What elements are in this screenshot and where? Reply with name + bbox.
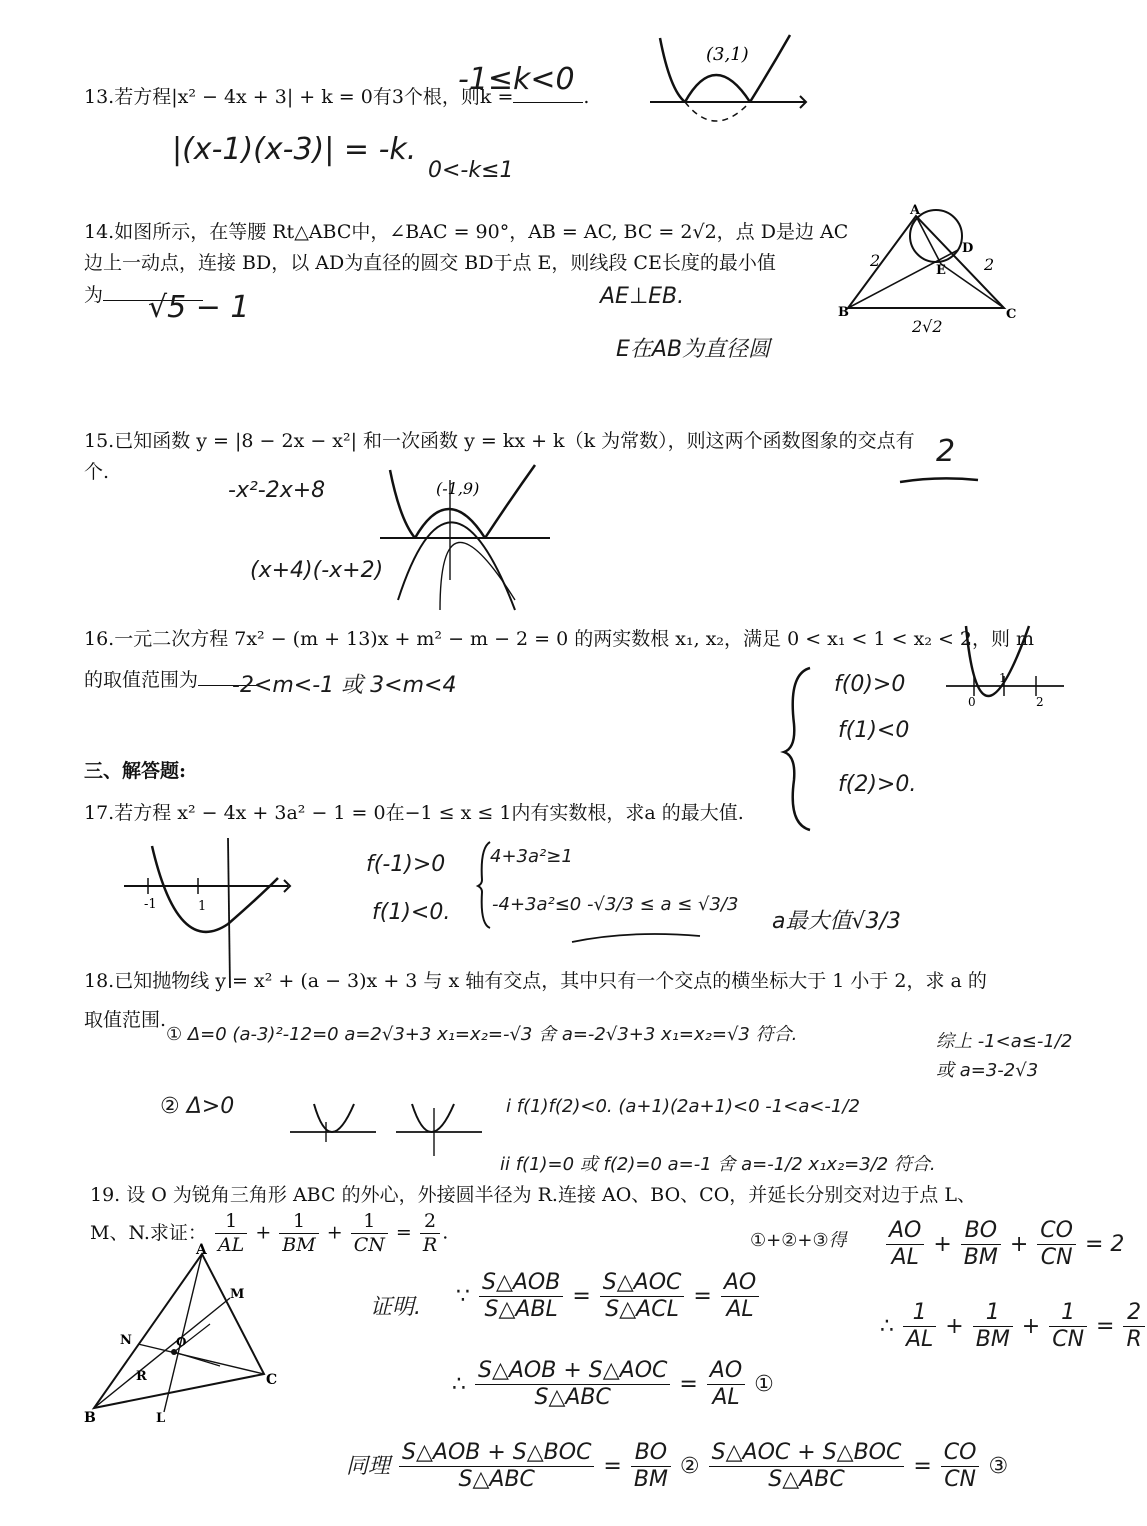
- q15-answer: 2: [936, 434, 956, 469]
- q16-answer: -2<m<-1 或 3<m<4: [232, 673, 457, 698]
- q15-work-1: -x²-2x+8: [228, 478, 326, 503]
- q15-line-1: 15.已知函数 y = |8 − 2x − x²| 和一次函数 y = kx + k（k 为常数），则这两个函数图象的交点有: [84, 430, 915, 452]
- q15-answer-underline: [898, 470, 998, 490]
- q19-frac-2: $\frac{1}{BM}$: [279, 1210, 318, 1257]
- q19-line-1: 19. 设 O 为锐角三角形 ABC 的外心，外接圆半径为 R.连接 AO、BO、CO，并延长分别交对边于点 L、: [90, 1184, 976, 1206]
- q15-sketch: [370, 460, 570, 620]
- q14-figure: [836, 200, 1036, 340]
- q19-therefore-2: ∴: [880, 1313, 894, 1339]
- q19-line-2-row: M、N.求证： $\frac{1}{AL}$ + $\frac{1}{BM}$ + $\frac{1}{CN}$ = $\frac{2}{R}$ .: [90, 1210, 449, 1256]
- q19-label-b: B: [84, 1410, 96, 1426]
- q15-work-2: (x+4)(-x+2): [250, 558, 384, 583]
- q18-line-1: 18.已知抛物线 y = x² + (a − 3)x + 3 与 x 轴有交点，其中只有一个交点的横坐标大于 1 小于 2，求 a 的: [84, 970, 987, 992]
- q17-work-1: f(-1)>0: [366, 852, 446, 877]
- q19-sum-eq: = 2: [1084, 1231, 1125, 1257]
- q18-conclusion: 综上 -1<a≤-1/2 或 a=3-2√3: [936, 1031, 1073, 1081]
- q18-line-2: 取值范围.: [84, 1009, 167, 1032]
- q14-line-1: 14.如图所示，在等腰 Rt△ABC中，∠BAC = 90°，AB = AC, BC = 2√2，点 D是边 AC: [84, 221, 849, 243]
- section-3-heading: 三、解答题:: [84, 760, 187, 782]
- q16-sketch: [944, 626, 1074, 746]
- q19-label-r: R: [136, 1369, 147, 1384]
- q19-sum-row: $\frac{AO}{AL}$ + $\frac{BO}{BM}$ + $\frac{CO}{CN}$ = 2: [884, 1218, 1124, 1272]
- q19-proof-step-1: ∵ $\frac{\text{S△AOB}}{\text{S△ABL}}$ = $\frac{\text{S△AOC}}{\text{S△ACL}}$ = $\frac{AO}{AL}$: [456, 1270, 761, 1324]
- q19-frac-3: $\frac{1}{CN}$: [351, 1210, 388, 1257]
- q13-vertex-label: (3,1): [706, 44, 749, 65]
- q19-same: 同理: [346, 1453, 391, 1479]
- q13-text: 13.若方程|x² − 4x + 3| + k = 0有3个根，则k = .: [84, 86, 590, 108]
- q19-proof-label: 证明.: [370, 1295, 421, 1320]
- q19-figure: [80, 1242, 290, 1426]
- q19-label-n: N: [120, 1333, 132, 1348]
- q16-sys-1: f(0)>0: [834, 672, 906, 697]
- q14-label-b: B: [838, 305, 849, 320]
- q19-label-a: A: [196, 1242, 207, 1258]
- q14-work-1: AE⊥EB.: [600, 284, 685, 309]
- q19-label-o: O: [176, 1335, 187, 1349]
- q19-final-row: ∴ $\frac{1}{AL}$ + $\frac{1}{BM}$ + $\frac{1}{CN}$ = $\frac{2}{R}$: [880, 1300, 1147, 1354]
- q16-tick-1: 1: [999, 671, 1007, 685]
- q14-work-2: E在AB为直径圆: [616, 337, 771, 362]
- q16-brace: [780, 664, 820, 834]
- q15-vertex-label: (-1,9): [436, 479, 480, 498]
- q16-tick-0: 0: [968, 695, 976, 709]
- q16-line-2: 的取值范围为: [84, 669, 199, 692]
- q19-frac-1: $\frac{1}{AL}$: [215, 1210, 247, 1257]
- q14-line-3: 为: [84, 283, 104, 306]
- q17-tick-1: 1: [198, 899, 207, 914]
- q18-case-2b: ii f(1)=0 或 f(2)=0 a=-1 舍 a=-1/2 x₁x₂=3/2 符合.: [500, 1154, 936, 1175]
- q18-case-2: ② Δ>0: [160, 1094, 235, 1119]
- q19-work-note: ①+②+③得: [750, 1230, 847, 1251]
- q16-line-1: 16.一元二次方程 7x² − (m + 13)x + m² − m − 2 = 0 的两实数根 x₁, x₂，满足 0 < x₁ < 1 < x₂ < 2，则 m: [84, 628, 1035, 650]
- q19-label-m: M: [230, 1287, 245, 1302]
- q17-work-2: f(1)<0.: [372, 900, 451, 925]
- q19-label-l: L: [156, 1411, 166, 1426]
- q13-work-2: 0<-k≤1: [428, 158, 514, 183]
- q19-because: ∵: [456, 1283, 470, 1309]
- q19-label-c: C: [266, 1372, 278, 1388]
- q19-therefore-1: ∴: [452, 1371, 466, 1397]
- q16-tick-2: 2: [1036, 695, 1044, 709]
- q19-proof-step-3: 同理 $\frac{\text{S△AOB + S△BOC}}{\text{S△ABC}}$ = $\frac{BO}{BM}$ ② $\frac{\text{S△AOC + S△BOC}}{\text{S△ABC}}$ = $\frac{CO}{CN}$ ③: [346, 1440, 1009, 1493]
- q19-proof-step-2: ∴ $\frac{\text{S△AOB + S△AOC}}{\text{S△ABC}}$ = $\frac{AO}{AL}$ ①: [452, 1358, 774, 1411]
- q14-line-2: 边上一动点，连接 BD，以 AD为直径的圆交 BD于点 E，则线段 CE长度的最小值: [84, 252, 776, 275]
- q13-sketch: [640, 30, 820, 140]
- q17-answer: a最大值√3/3: [772, 909, 901, 934]
- q14-label-d: D: [962, 241, 974, 256]
- q17-tick-neg1: -1: [144, 897, 157, 912]
- q14-label-a: A: [910, 203, 921, 218]
- q17-stroke: [570, 920, 730, 950]
- q14-label-e: E: [936, 263, 946, 278]
- q13-answer: -1≤k<0: [458, 62, 575, 97]
- q19-line-2: M、N.求证：: [90, 1221, 207, 1244]
- q16-sys-2: f(1)<0: [838, 718, 910, 743]
- q18-case-2a: i f(1)f(2)<0. (a+1)(2a+1)<0 -1<a<-1/2: [506, 1096, 860, 1117]
- q18-sketch: [286, 1100, 486, 1160]
- q15-line-2: 个.: [84, 461, 110, 484]
- q14-label-bc: 2√2: [912, 317, 943, 336]
- q13-work-1: |(x-1)(x-3)| = -k.: [172, 132, 417, 167]
- q17-work-3: 4+3a²≥1: [490, 846, 573, 867]
- q17-work-4: -4+3a²≤0 -√3/3 ≤ a ≤ √3/3: [492, 894, 739, 915]
- q14-answer: √5 − 1: [148, 290, 250, 325]
- q19-frac-4: $\frac{2}{R}$: [420, 1210, 440, 1257]
- q14-label-ac: 2: [984, 255, 995, 274]
- q14-label-c: C: [1006, 307, 1017, 322]
- q17-text: 17.若方程 x² − 4x + 3a² − 1 = 0在−1 ≤ x ≤ 1内有实数根，求a 的最大值.: [84, 802, 744, 824]
- q18-case-1: ① Δ=0 (a-3)²-12=0 a=2√3+3 x₁=x₂=-√3 舍 a=-2√3+3 x₁=x₂=√3 符合.: [166, 1024, 798, 1045]
- q16-sys-3: f(2)>0.: [838, 772, 917, 797]
- q14-label-ab: 2: [870, 251, 881, 270]
